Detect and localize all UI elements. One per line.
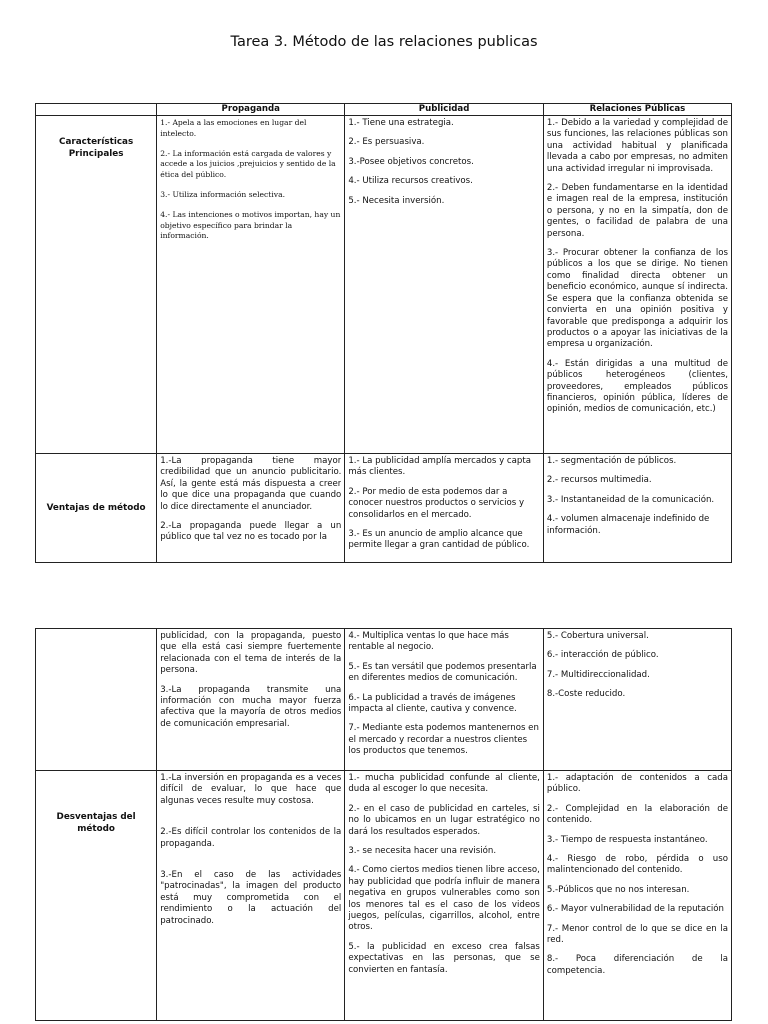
- cell-paragraph: 2.-Es difícil controlar los contenidos de la propaganda.: [160, 827, 342, 849]
- cell-paragraph: 5.- Es tan versátil que podemos presentarla en diferentes medios de comunicación.: [348, 661, 537, 684]
- row-label-ventajas: Ventajas de método: [36, 454, 157, 563]
- cell-ventajas-cont-publicidad: [345, 629, 544, 771]
- cell-paragraph: 6.- Mayor vulnerabilidad de la reputación: [546, 904, 725, 915]
- header-propaganda: Propaganda: [157, 104, 345, 116]
- cell-paragraph: 2.-La propaganda puede llegar a un público que tal vez no es tocado por la: [160, 521, 342, 543]
- row-label-ventajas-continued: [36, 629, 157, 771]
- cell-paragraph: 5.-Públicos que no nos interesan.: [546, 884, 690, 895]
- row-label-desventajas: Desventajas del método: [36, 771, 157, 1021]
- cell-paragraph: 2.- Por medio de esta podemos dar a conocer nuestros productos o servicios y consolidarlos en el mercado.: [348, 486, 525, 520]
- cell-paragraph: 2.- en el caso de publicidad en carteles, si no lo ubicamos en un lugar estratégico no dará los resultados esperados.: [348, 803, 540, 837]
- cell-paragraph: 4.- Están dirigidas a una multitud de públicos heterogéneos (clientes, proveedores, empleados públicos financieros, opinión pública, líderes de opinión, medios de comunicación, etc.): [546, 358, 728, 415]
- cell-paragraph: 8.-Coste reducido.: [546, 689, 626, 700]
- header-row: [36, 104, 732, 116]
- cell-ventajas-publicidad: [345, 454, 544, 563]
- header-publicidad: Publicidad: [345, 104, 544, 116]
- header-relaciones: Relaciones Públicas: [543, 104, 731, 116]
- cell-desventajas-relaciones: [543, 771, 731, 1021]
- cell-paragraph: 4.- Multiplica ventas lo que hace más rentable al negocio.: [348, 631, 509, 653]
- row-label-caracteristicas: Características Principales: [36, 116, 157, 454]
- cell-paragraph: 5.- Necesita inversión.: [348, 195, 445, 206]
- document-title: Tarea 3. Método de las relaciones publicas: [230, 34, 538, 50]
- cell-paragraph: 7.- Multidireccionalidad.: [546, 669, 650, 680]
- cell-paragraph: 1.-La propaganda tiene mayor credibilidad que un anuncio publicitario. Así, la gente está más dispuesta a creer lo que dice una propaganda que cuando lo dice directamente el anunciador.: [160, 456, 342, 512]
- cell-paragraph: 4.- Utiliza recursos creativos.: [348, 176, 473, 187]
- cell-paragraph: 3.-Posee objetivos concretos.: [348, 156, 474, 167]
- cell-paragraph: 5.- Cobertura universal.: [546, 631, 649, 641]
- cell-paragraph: 1.- mucha publicidad confunde al cliente, duda al escoger lo que necesita.: [348, 773, 540, 795]
- cell-paragraph: 1.- Debido a la variedad y complejidad de sus funciones, las relaciones públicas son una actividad habitual y planificada llevada a cabo por empresas, no admiten una actividad irregular ni improvisada.: [546, 118, 728, 174]
- cell-paragraph: 1.- Apela a las emociones en lugar del intelecto.: [160, 118, 307, 138]
- cell-paragraph: 2.- La información está cargada de valores y accede a los juicios ,prejuicios y sentido de la ética del público.: [160, 148, 336, 180]
- cell-paragraph: 3.- Procurar obtener la confianza de los públicos a los que se dirige. No tienen como finalidad directa obtener un beneficio económico, aunque sí indirecta. Se espera que la confianza obtenida se convierta en una opinión positiva y favorable que predisponga a adquirir los productos o a apoyar las iniciativas de la empresa u organización.: [546, 248, 728, 350]
- header-empty: [36, 104, 157, 116]
- cell-paragraph: 3.- se necesita hacer una revisión.: [348, 846, 497, 857]
- cell-paragraph: 1.- La publicidad amplía mercados y capta más clientes.: [348, 456, 531, 478]
- cell-paragraph: 1.-La inversión en propaganda es a veces difícil de evaluar, lo que hace que algunas veces resulte muy costosa.: [160, 773, 342, 806]
- cell-paragraph: 3.-En el caso de las actividades "patrocinadas", la imagen del producto está muy comprometida con el rendimiento o la actuación del patrocinado.: [160, 870, 342, 926]
- comparison-table-page-1: [35, 103, 732, 563]
- row-ventajas: [36, 454, 732, 563]
- comparison-table-page-2: [35, 628, 732, 1021]
- cell-paragraph: 2.- recursos multimedia.: [546, 475, 652, 486]
- cell-paragraph: 3.- Es un anuncio de amplio alcance que permite llegar a gran cantidad de público.: [348, 529, 530, 551]
- row-desventajas: [36, 771, 732, 1021]
- cell-caracteristicas-publicidad: [345, 116, 544, 454]
- cell-ventajas-relaciones: [543, 454, 731, 563]
- cell-paragraph: 1.- Tiene una estrategia.: [348, 118, 454, 128]
- cell-paragraph: 3.- Utiliza información selectiva.: [160, 189, 286, 199]
- cell-paragraph: 8.- Poca diferenciación de la competencia.: [546, 954, 728, 976]
- cell-paragraph: 4.- Las intenciones o motivos importan, hay un objetivo específico para brindar la información.: [160, 209, 341, 241]
- cell-caracteristicas-relaciones: [543, 116, 731, 454]
- cell-paragraph: 7.- Menor control de lo que se dice en la red.: [546, 923, 728, 946]
- cell-paragraph: 7.- Mediante esta podemos mantenernos en el mercado y recordar a nuestros clientes los productos que tenemos.: [348, 723, 539, 757]
- cell-paragraph: 1.- segmentación de públicos.: [546, 456, 677, 466]
- cell-ventajas-cont-propaganda: [157, 629, 345, 771]
- cell-paragraph: 3.-La propaganda transmite una información con mucha mayor fuerza afectiva que la mayoría de otros medios de comunicación empresarial.: [160, 684, 342, 729]
- cell-desventajas-propaganda: [157, 771, 345, 1021]
- cell-desventajas-publicidad: [345, 771, 544, 1021]
- cell-paragraph: 2.- Deben fundamentarse en la identidad e imagen real de la empresa, institución o persona, y no en la simpatía, don de gentes, o facilidad de palabra de una persona.: [546, 183, 728, 239]
- cell-ventajas-propaganda: [157, 454, 345, 563]
- cell-caracteristicas-propaganda: [157, 116, 345, 454]
- cell-paragraph: 2.- Es persuasiva.: [348, 137, 425, 148]
- cell-paragraph: 6.- La publicidad a través de imágenes impacta al cliente, cautiva y convence.: [348, 692, 517, 715]
- cell-paragraph: 2.- Complejidad en la elaboración de contenido.: [546, 803, 728, 826]
- cell-paragraph: 3.- Instantaneidad de la comunicación.: [546, 494, 715, 505]
- cell-paragraph: 4.- Como ciertos medios tienen libre acceso, hay publicidad que podría influir de manera negativa en grupos vulnerables como son los menores tal es el caso de los videos juegos, películas, cigarrillos, alcohol, entre otros.: [348, 865, 540, 933]
- cell-paragraph: 1.- adaptación de contenidos a cada público.: [546, 773, 728, 795]
- cell-ventajas-cont-relaciones: [543, 629, 731, 771]
- row-caracteristicas: [36, 116, 732, 454]
- cell-paragraph: publicidad, con la propaganda, puesto que ella está casi siempre fuertemente relacionada con el tema de interés de la persona.: [160, 631, 342, 676]
- row-ventajas-continued: [36, 629, 732, 771]
- cell-paragraph: 3.- Tiempo de respuesta instantáneo.: [546, 834, 708, 845]
- cell-paragraph: 5.- la publicidad en exceso crea falsas expectativas en las personas, que se convierten en fantasía.: [348, 941, 540, 975]
- cell-paragraph: 4.- Riesgo de robo, pérdida o uso malintencionado del contenido.: [546, 854, 728, 876]
- cell-paragraph: 6.- interacción de público.: [546, 650, 659, 661]
- cell-paragraph: 4.- volumen almacenaje indefinido de información.: [546, 514, 710, 536]
